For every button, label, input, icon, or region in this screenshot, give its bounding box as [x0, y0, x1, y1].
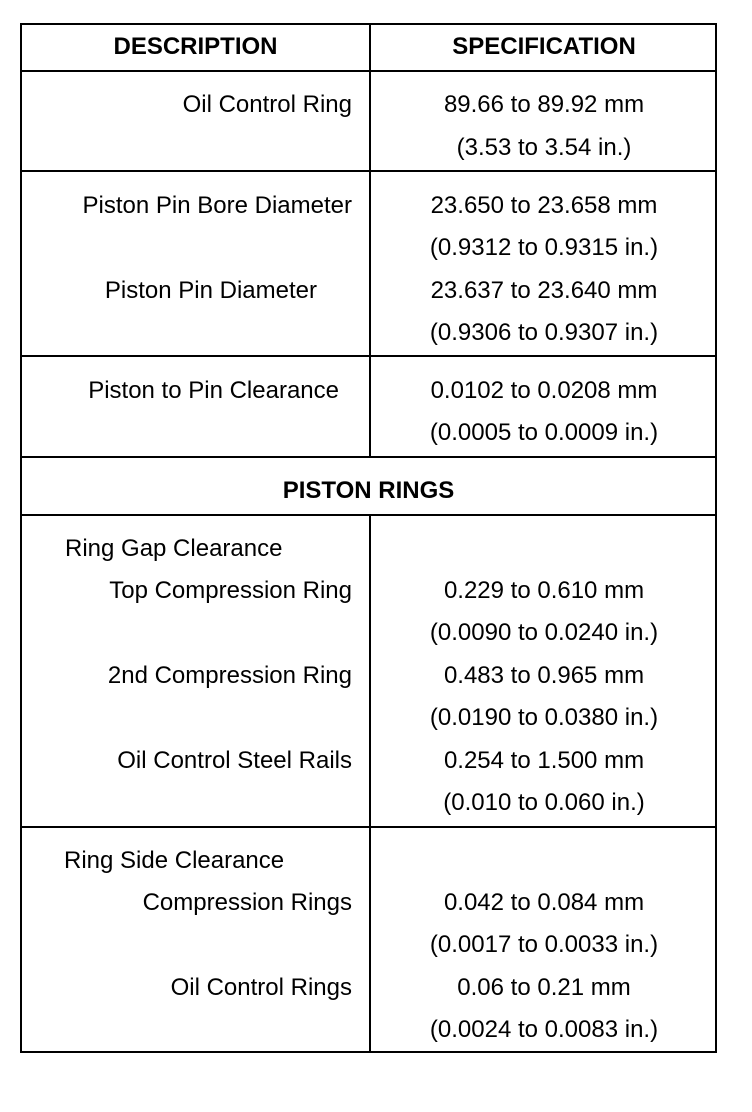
list-item-label: Oil Control Rings — [170, 974, 352, 1001]
list-item-inches: (0.0017 to 0.0033 in.) — [429, 931, 659, 958]
piston-pin-bore-label: Piston Pin Bore Diameter — [82, 192, 352, 219]
header-specification: SPECIFICATION — [452, 33, 636, 60]
piston-to-pin-inches: (0.0005 to 0.0009 in.) — [429, 419, 659, 446]
list-item-mm: 0.229 to 0.610 mm — [443, 577, 645, 604]
row-divider — [22, 456, 715, 458]
piston-to-pin-mm: 0.0102 to 0.0208 mm — [430, 377, 658, 404]
list-item-mm: 0.042 to 0.084 mm — [443, 889, 645, 916]
piston-pin-diameter-label: Piston Pin Diameter — [104, 277, 317, 304]
ring-side-heading: Ring Side Clearance — [64, 847, 285, 874]
list-item-label: Compression Rings — [142, 889, 352, 916]
piston-pin-bore-inches: (0.9312 to 0.9315 in.) — [429, 234, 659, 261]
list-item-inches: (0.0190 to 0.0380 in.) — [429, 704, 659, 731]
oil-control-ring-label: Oil Control Ring — [182, 91, 352, 118]
list-item-inches: (0.010 to 0.060 in.) — [443, 789, 645, 816]
list-item-label: Top Compression Ring — [109, 577, 352, 604]
ring-gap-heading: Ring Gap Clearance — [65, 535, 283, 562]
piston-pin-bore-mm: 23.650 to 23.658 mm — [430, 192, 658, 219]
list-item-inches: (0.0090 to 0.0240 in.) — [429, 619, 659, 646]
header-description: DESCRIPTION — [113, 33, 278, 60]
list-item-mm: 0.483 to 0.965 mm — [443, 662, 645, 689]
piston-pin-diameter-inches: (0.9306 to 0.9307 in.) — [429, 319, 659, 346]
spec-table — [20, 23, 717, 1053]
list-item-label: 2nd Compression Ring — [107, 662, 352, 689]
piston-pin-diameter-mm: 23.637 to 23.640 mm — [430, 277, 658, 304]
oil-control-ring-inches: (3.53 to 3.54 in.) — [456, 134, 632, 161]
list-item-mm: 0.254 to 1.500 mm — [443, 747, 645, 774]
list-item-label: Oil Control Steel Rails — [117, 747, 352, 774]
oil-control-ring-mm: 89.66 to 89.92 mm — [443, 91, 645, 118]
list-item-inches: (0.0024 to 0.0083 in.) — [429, 1016, 659, 1043]
list-item-mm: 0.06 to 0.21 mm — [457, 974, 631, 1001]
section-title: PISTON RINGS — [282, 477, 455, 504]
piston-to-pin-label: Piston to Pin Clearance — [88, 377, 339, 404]
